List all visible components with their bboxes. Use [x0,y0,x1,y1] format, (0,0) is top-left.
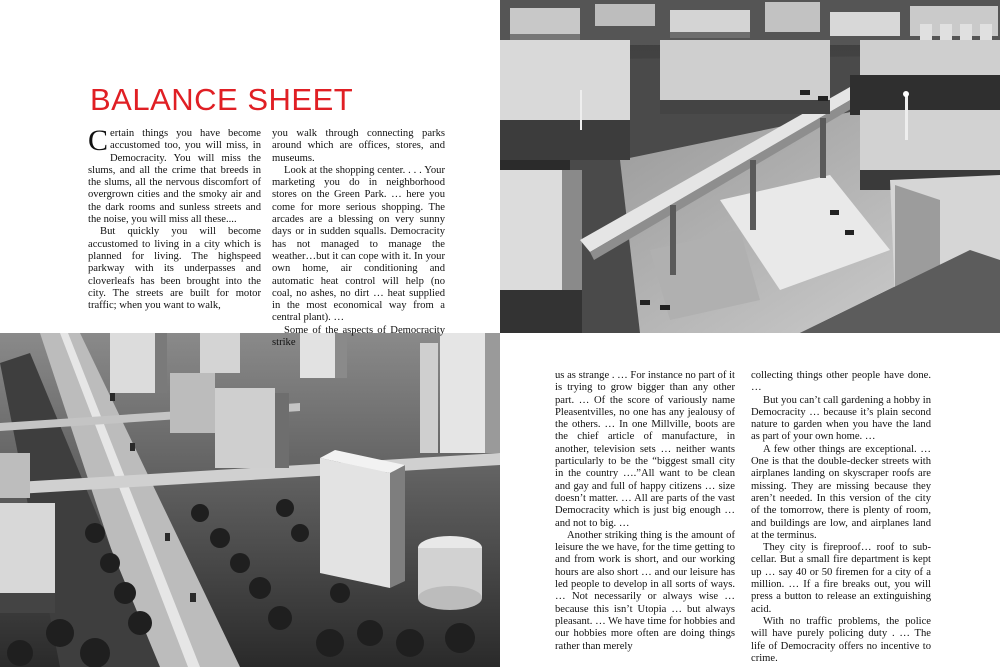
paragraph: But quickly you will become accustomed to living in a city which is planned for living. The highspeed parkway with its underpasses and cloverleafs has been brought into the city. The streets are built for motor traffic; when you want to walk, [88,226,261,312]
paragraph: A few other things are exceptional. …One is that the double-decker streets with airplanes landing on skyscraper roofs are missing. They are missing because they aren’t needed. In this version of the city of the tomorrow, there is plenty of room, and buildings are low, and airplanes land at the terminus. [751,443,931,541]
paragraph: With no traffic problems, the police will have purely policing duty . … The life of Democracity offers no incentive to crime. [751,615,931,664]
article-column-1 [88,124,261,312]
article-column-3 [555,370,735,653]
article-title: BALANCE SHEET [90,82,354,117]
paragraph: you walk through connecting parks around which are offices, stores, and museums. [272,128,445,164]
article-column-4 [751,370,931,665]
paragraph: They city is fireproof… roof to sub-cellar. But a small fire department is kept up … say 40 or 50 firemen for a city of a million. … If a fire breaks out, you will press a button to release an extinguishing acid. [751,542,931,615]
paragraph: Look at the shopping center. . . . Your marketing you do in neighborhood stores on the Green Park. … here you come for more serious shopping. The arcades are a blessing on very sunny days or in sudden squalls. Democracity has not managed to manage the weather…but it can cope with it. In your own home, air conditioning and automatic heat control will help (no coal, no ashes, no dirt … heat supplied in the most economical way from a central plant). … [272,164,445,324]
paragraph-text: ertain things you have become accustomed too, you will miss, in Democracity. You will miss the slums, and all the crime that breeds in the slums, all the nervous discomfort of overgrown cities and the smoky air and the dark rooms and sunless streets and the noise, you will miss all these.... [88,128,261,226]
paragraph: us as strange . … For instance no part of it is trying to grow bigger than any other part. … Of the score of variously name Pleasentvilles, no one has any jealousy of the others. … In one Millville, boots are the chief article of manufacture, in another, television sets … neither wants particularly to be the “biggest small city in the country ….”All want to be clean and gay and full of happy citizens … size doesn’t matter. … All are parts of the vast Democracity which is just big enough … and not to big. … [555,370,735,529]
drop-cap: C [88,124,109,157]
paragraph: Some of the aspects of Democracity strike [272,324,445,349]
model-photo-bottom-illustration [0,333,500,667]
article-column-2 [272,128,445,349]
paragraph: Another striking thing is the amount of leisure the we have, for the time getting to and from work is short, and our working hours are also short … and our leisure has led people to develop in all sorts of ways. … Not necessarily or always wise … because this isn’t Utopia … but always pleasant. … We have time for hobbies and our hobbies more often are doing things rather than merely [555,529,735,652]
paragraph [88,124,261,226]
model-photo-top-illustration [500,0,1000,333]
model-photo-top [500,0,1000,333]
paragraph: collecting things other people have done. … [751,370,931,394]
model-photo-bottom [0,333,500,667]
paragraph: But you can’t call gardening a hobby in Democracity … because it’s plain second nature to garden when you have the land as part of your own home. … [751,394,931,443]
article-top-panel [0,0,500,349]
